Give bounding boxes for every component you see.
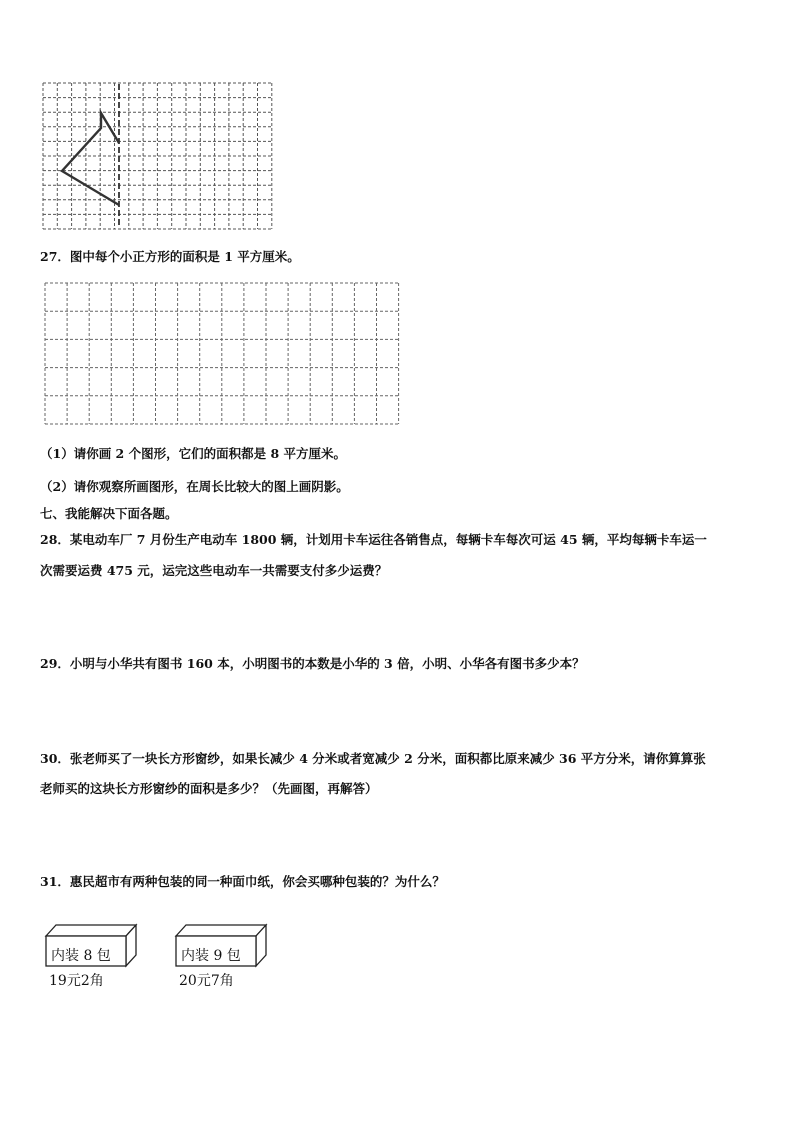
q28-line2: 次需要运费 475 元，运完这些电动车一共需要支付多少运费？ [40, 563, 388, 578]
q27-part2: （2）请你观察所画图形，在周长比较大的图上画阴影。 [40, 479, 349, 494]
package-1-price: 19元2角 [49, 973, 104, 989]
q30-line2: 老师买的这块长方形窗纱的面积是多少？（先画图，再解答） [40, 781, 378, 796]
q28-line1: 28．某电动车厂 7 月份生产电动车 1800 辆，计划用卡车运往各销售点，每辆卡车每次可运 45 辆，平均每辆卡车运一 [40, 532, 707, 547]
symmetry-grid [43, 83, 272, 229]
package-2-label: 内装 9 包 [181, 948, 241, 964]
q30-line1: 30．张老师买了一块长方形窗纱，如果长减少 4 分米或者宽减少 2 分米，面积都比原来减少 36 平方分米，请你算算张 [40, 751, 706, 766]
section-title: 七、我能解决下面各题。 [40, 506, 178, 521]
package-2-price: 20元7角 [179, 973, 234, 989]
package-1-label: 内装 8 包 [51, 948, 111, 964]
q29-line1: 29．小明与小华共有图书 160 本，小明图书的本数是小华的 3 倍，小明、小华各有图书多少本？ [40, 656, 585, 671]
q27-part1: （1）请你画 2 个图形，它们的面积都是 8 平方厘米。 [40, 446, 347, 461]
area-grid-figure[interactable] [0, 270, 420, 435]
area-grid[interactable] [45, 283, 399, 424]
q31-line1: 31．惠民超市有两种包装的同一种面巾纸，你会买哪种包装的？为什么？ [40, 874, 445, 889]
symmetry-grid-figure [0, 0, 794, 240]
q27-text: 27．图中每个小正方形的面积是 1 平方厘米。 [40, 249, 300, 264]
